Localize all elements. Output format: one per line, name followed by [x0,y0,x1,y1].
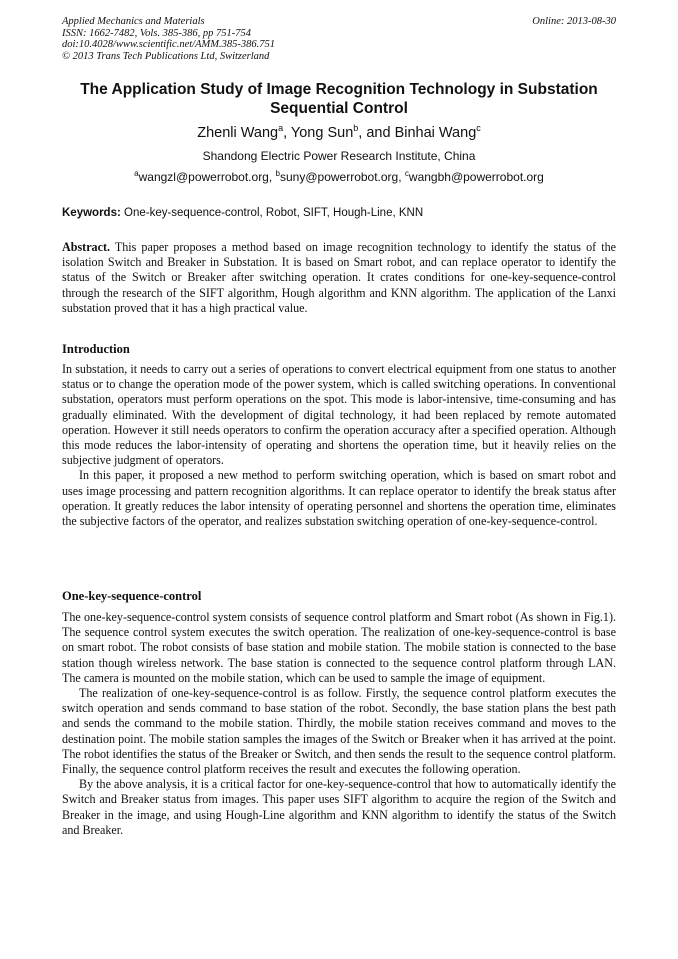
email-link[interactable]: wangbh@powerrobot.org [408,170,544,184]
email-mark: a [134,169,139,178]
keywords [62,206,616,220]
paragraph: The one-key-sequence-control system consists of sequence control platform and Smart robot (As shown in Fig.1). The sequence control system executes the switch operation. The realization of one-key-sequence-control is base on smart robot. The robot consists of base station and mobile station. The mobile station is connected to the base station though wireless network. The base station is connected to the sequence control platform through LAN. The camera is mounted on the mobile station, which can be used to sample the image of equipment. [62,610,616,685]
journal-issn: ISSN: 1662-7482, Vols. 385-386, pp 751-754 [62,27,251,39]
paragraph: By the above analysis, it is a critical factor for one-key-sequence-control that how to automatically identify the Switch and Breaker status from images. This paper uses SIFT algorithm to acquire the region of the Switch and Breaker in the image, and using Hough-Line algorithm and KNN algorithm to identify the status of the Switch and Breaker. [62,777,616,837]
journal-header [62,16,616,62]
email-link[interactable]: wangzl@powerrobot.org [138,170,269,184]
author-mark: b [353,123,359,133]
paragraph: The realization of one-key-sequence-control is as follow. Firstly, the sequence control platform executes the switch operation and sends command to base station of the robot. Secondly, the base station plans the best path and sends the command to the mobile station. Thirdly, the mobile station receives command and moves to the destination point. The mobile station samples the images of the Switch or Breaker when it has arrived at the point. The robot identifies the status of the Breaker or Switch, and then sends the result to the sequence control platform. Finally, the sequence control platform receives the result and executes the following operation. [62,686,616,777]
author-mark: a [278,123,284,133]
paragraph: In this paper, it proposed a new method to perform switching operation, which is based on smart robot and uses image processing and pattern recognition algorithms. It can replace operator to identify the break status after operation. It greatly reduces the labor intensity of operating personnel and shortens the operation time, eliminates the subjective factors of the operator, and realizes substation switching operation of one-key-sequence-control. [62,468,616,529]
email-mark: b [275,169,280,178]
section2-body [62,610,616,838]
author-mark: c [476,123,481,133]
author-name: Binhai Wang [394,125,477,141]
author-name: Zhenli Wang [197,125,279,141]
journal-doi: doi:10.4028/www.scientific.net/AMM.385-386.751 [62,39,275,50]
author-list: Zhenli Wang$^a$, Yong Sun$^b$, and Binhai Wang$^c$ [197,123,481,141]
keywords-text: One-key-sequence-control, Robot, SIFT, Hough-Line, KNN [124,207,424,219]
journal-copyright: © 2013 Trans Tech Publications Ltd, Switzerland [62,50,270,62]
section-heading-one-key: One-key-sequence-control [62,589,202,603]
abstract-text: This paper proposes a method based on image recognition technology to identify the status of the isolation Switch and Breaker in Substation. It is based on Smart robot, and can replace operator to identify the status of the Switch or Breaker after switching operation. It crates conditions for one-key-sequence-control through the research of the SIFT algorithm, Hough algorithm and KNN algorithm. The application of the Lanxi substation proved that it has a high practical value. [62,240,616,315]
keywords-label: Keywords: [62,207,121,219]
journal-name: Applied Mechanics and Materials [62,16,205,27]
online-date: Online: 2013-08-30 [532,16,616,27]
email-mark: c [404,169,409,178]
author-name: Yong Sun [290,125,354,141]
affiliation: Shandong Electric Power Research Institute, China [202,149,476,163]
abstract-label: Abstract. [62,240,111,254]
abstract [62,240,616,316]
email-list: $^a$wangzl@powerrobot.org, $^b$suny@powerrobot.org, $^c$wangbh@powerrobot.org [134,169,544,184]
section-heading-introduction: Introduction [62,342,130,356]
email-link[interactable]: suny@powerrobot.org [279,170,399,184]
paper-title: The Application Study of Image Recognition Technology in Substation Sequential Control [80,81,598,117]
paragraph: In substation, it needs to carry out a series of operations to convert electrical equipment from one status to another status or to change the operation mode of the power system, which is called switching operations. In conventional substation, operators must perform operations on the spot. This mode is labor-intensive, time-consuming and has gradually eliminated. With the development of digital technology, it had been replaced by remote automated operation. However it still needs operators to confirm the operation accuracy after a specified operation. Although this mode reduces the labor-intensity of operating and shortens the operation time, but it heavily relies on the subjective judgment of operators. [62,362,616,468]
introduction-body [62,362,616,529]
